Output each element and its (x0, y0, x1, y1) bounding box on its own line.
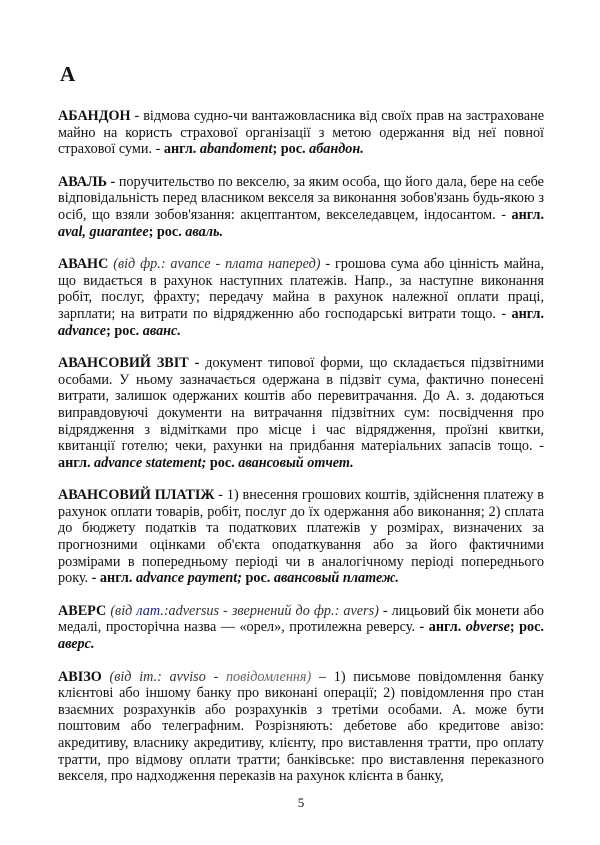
definition-text: - 1) внесення грошових коштів, здійснення платежу в рахунок оплати товарів, робіт, послуг до їх одержання або виконання; 2) сплата до бюджету податків та податкових платежів у розмірах, визначених за прогнозними оцінками об'єкта оподаткування або за його фактичними розмірами в попередньому періоді чи в аналогічному періоді попереднього року. (58, 487, 544, 587)
glossary-entry (58, 256, 544, 339)
term-bold: ; рос. (106, 322, 143, 339)
glossary-entry (58, 669, 544, 785)
term-bold: англ. (511, 206, 544, 223)
translation: advance payment; (135, 570, 242, 587)
term-bold: - англ. (419, 619, 466, 636)
term-bold: АВІЗО (58, 668, 102, 685)
glossary-entry (58, 108, 544, 158)
term-bold: ; рос. (272, 141, 310, 158)
definition-text: - відмова судно-чи вантажовласника від своїх прав на застраховане майно на користь страхової організації з метою одержання від неї повної страхової суми. - (58, 108, 544, 158)
term-bold: АВАЛЬ - (58, 173, 116, 190)
page-number: 5 (297, 794, 305, 810)
translation: abandoment (199, 141, 273, 158)
term-bold: АБАНДОН (58, 108, 131, 124)
translation: аверс. (58, 636, 95, 653)
translation: advance (58, 322, 107, 339)
term-bold: ; рос. (148, 223, 186, 240)
definition-text: – 1) письмове повідомлення банку клієнтові або іншому банку про виконані операції; 2) повідомлення про стан взаємних розрахунків або розрахунків з третіми особами. А. може бути поштовим або телеграфним. Розрізняють: дебетове або кредитове авізо: акредитиву, власнику акредитиву, клієнту, про виставлення тратти, про оплату тратти, про відмову оплати тратти; банківське: про виставлення переказного векселя, про надходження переказів на рахунок клієнта в банку, (58, 668, 544, 785)
glossary-entry (58, 174, 544, 240)
etymology-language: лат. (136, 602, 164, 619)
term-bold: рос. (241, 570, 274, 587)
translation: obverse (465, 619, 510, 636)
section-letter-heading: А (60, 62, 76, 86)
term-bold: англ. (511, 305, 544, 322)
etymology: (від фр.: avance - плата наперед) (108, 256, 321, 273)
term-bold: АВЕРС (58, 602, 107, 619)
glossary-entry (58, 603, 544, 653)
definition-text: - лицьовий бік монети або медалі, просторічна назва — «орел», протилежна реверсу. (58, 602, 544, 636)
glossary-entries (58, 108, 544, 785)
definition-text: документ типової форми, що складається підзвітними особами. У ньому зазначається одержана в підзвіт сума, фактично понесені витрати, залишок одержаних коштів або перевитрачання. До А. з. додаються виправдовуючі документи на витрачання підзвітних сум: посвідчення про відрядження з відмітками про місце і час відрядження, проїзні квитки, квитанції готелю; чеки, рахунки на придбання матеріальних запасів тощо. - (58, 355, 545, 455)
etymology: (від (106, 602, 137, 619)
term-bold: англ. (58, 454, 95, 471)
glossary-entry (58, 487, 544, 587)
page-body (58, 108, 544, 811)
definition-text: поручительство по векселю, за яким особа, що його дала, бере на себе відповідальність перед власником векселя за виконання зобов'язань будь-якою з осіб, що взяли зобов'язання: акцептантом, векселедавцем, індосантом. - (58, 173, 544, 223)
term-bold: АВАНСОВИЙ ЗВІТ - (58, 355, 200, 372)
term-bold: АВАНС (58, 256, 109, 273)
term-bold: - англ. (91, 570, 136, 587)
term-bold: рос. (206, 454, 239, 471)
translation: авансовый отчет. (238, 454, 354, 471)
term-bold: англ. (163, 141, 200, 158)
glossary-entry (58, 355, 544, 471)
etymology: (від іт.: avviso - (101, 668, 226, 685)
translation: авансовый платеж. (273, 570, 399, 587)
term-bold: АВАНСОВИЙ ПЛАТІЖ (58, 487, 215, 504)
etymology: :adversus - звернений до фр.: avers) (163, 602, 379, 619)
definition-text: - грошова сума або цінність майна, що видається в рахунок наступних платежів. Напр., за наступне виконання робіт, послуг, фрахту; передачу майна в рахунок належної оплати праці, зарплати; на витрати по відрядженню або господарські витрати тощо. - (58, 256, 544, 322)
translation: абандон. (309, 141, 364, 158)
term-bold: ; рос. (509, 619, 544, 636)
etymology-meaning: повідомлення) (225, 668, 312, 685)
translation: аванс. (142, 322, 181, 339)
translation: aval, guarantee (58, 223, 149, 240)
translation: advance statement; (94, 454, 207, 471)
translation: аваль. (185, 223, 224, 240)
